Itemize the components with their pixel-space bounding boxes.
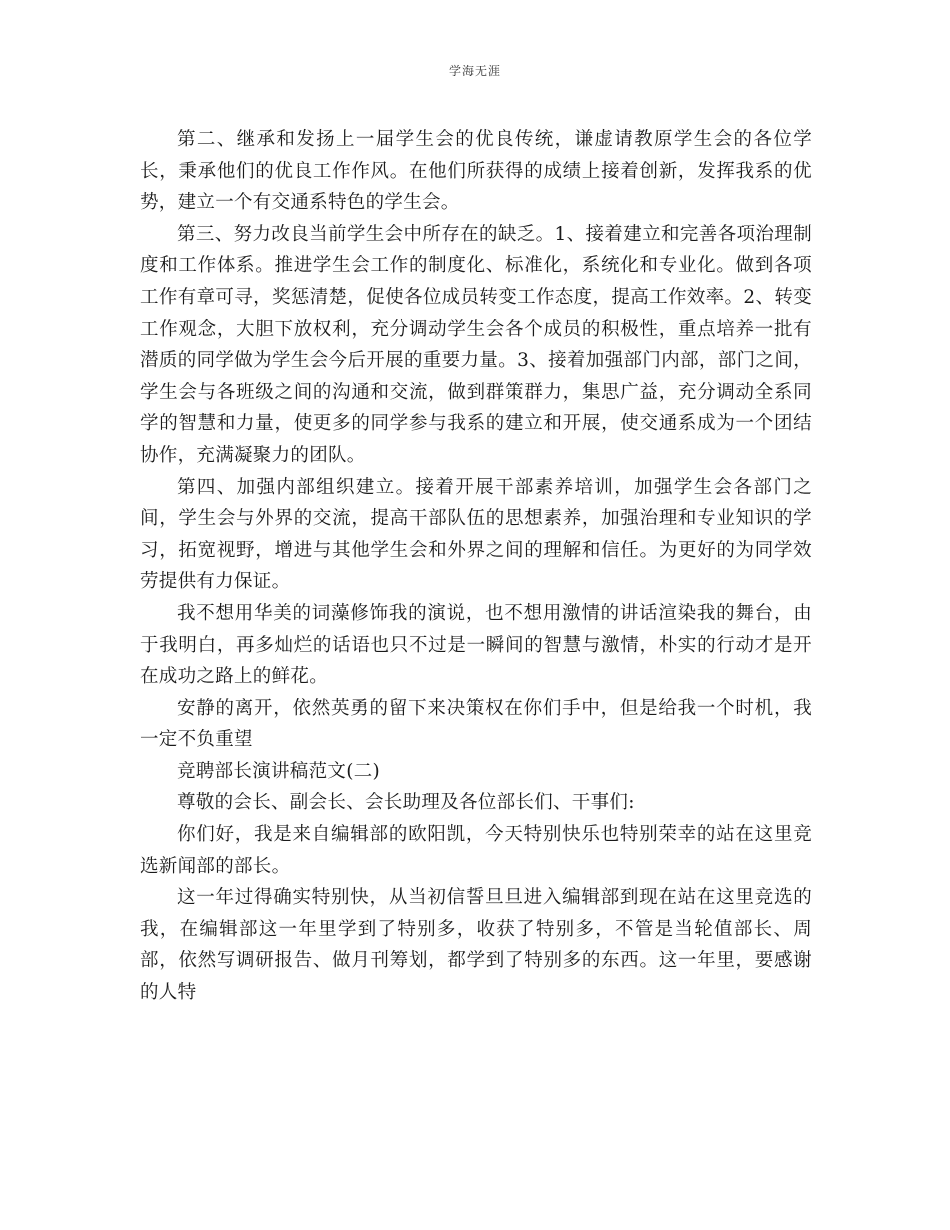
paragraph-speech-style: 我不想用华美的词藻修饰我的演说，也不想用激情的讲话渲染我的舞台，由于我明白，再多灿烂的话语也只不过是一瞬间的智慧与激情，朴实的行动才是开在成功之路上的鲜花。 (140, 602, 812, 688)
paragraph-second-point: 第二、继承和发扬上一届学生会的优良传统，谦虚请教原学生会的各位学长，秉承他们的优良工作作风。在他们所获得的成绩上接着创新，发挥我系的优势，建立一个有交通系特色的学生会。 (140, 129, 812, 214)
paragraph-third-point: 第三、努力改良当前学生会中所存在的缺乏。1、接着建立和完善各项治理制度和工作体系。推进学生会工作的制度化、标准化，系统化和专业化。做到各项工作有章可寻，奖惩清楚，促使各位成员转变工作态度，提高工作效率。2、转变工作观念，大胆下放权利，充分调动学生会各个成员的积极性，重点培养一批有潜质的同学做为学生会今后开展的重要力量。3、接着加强部门内部，部门之间，学生会与各班级之间的沟通和交流，做到群策群力，集思广益，充分调动全系同学的智慧和力量，使更多的同学参与我系的建立和开展，使交通系成为一个团结协作，充满凝聚力的团队。 (140, 223, 812, 466)
page-header: 学海无涯 (448, 64, 501, 78)
paragraph-fourth-point: 第四、加强内部组织建立。接着开展干部素养培训，加强学生会各部门之间，学生会与外界的交流，提高干部队伍的思想素养，加强治理和专业知识的学习，拓宽视野，增进与其他学生会和外界之间的理解和信任。为更好的为同学效劳提供有力保证。 (140, 476, 812, 593)
paragraph-year-review: 这一年过得确实特别快，从当初信誓旦旦进入编辑部到现在站在这里竞选的我，在编辑部这一年里学到了特别多，收获了特别多，不管是当轮值部长、周部，依然写调研报告、做月刊筹划，都学到了特别多的东西。这一年里，要感谢的人特 (140, 887, 812, 1004)
salutation: 尊敬的会长、副会长、会长助理及各位部长们、干事们: (177, 792, 635, 814)
paragraph-greeting: 你们好，我是来自编辑部的欧阳凯，今天特别快乐也特别荣幸的站在这里竞选新闻部的部长。 (140, 824, 812, 877)
section-title: 竞聘部长演讲稿范文(二) (177, 760, 381, 782)
paragraph-closing: 安静的离开，依然英勇的留下来决策权在你们手中，但是给我一个时机，我一定不负重望 (140, 697, 812, 751)
document-body (140, 124, 812, 1009)
